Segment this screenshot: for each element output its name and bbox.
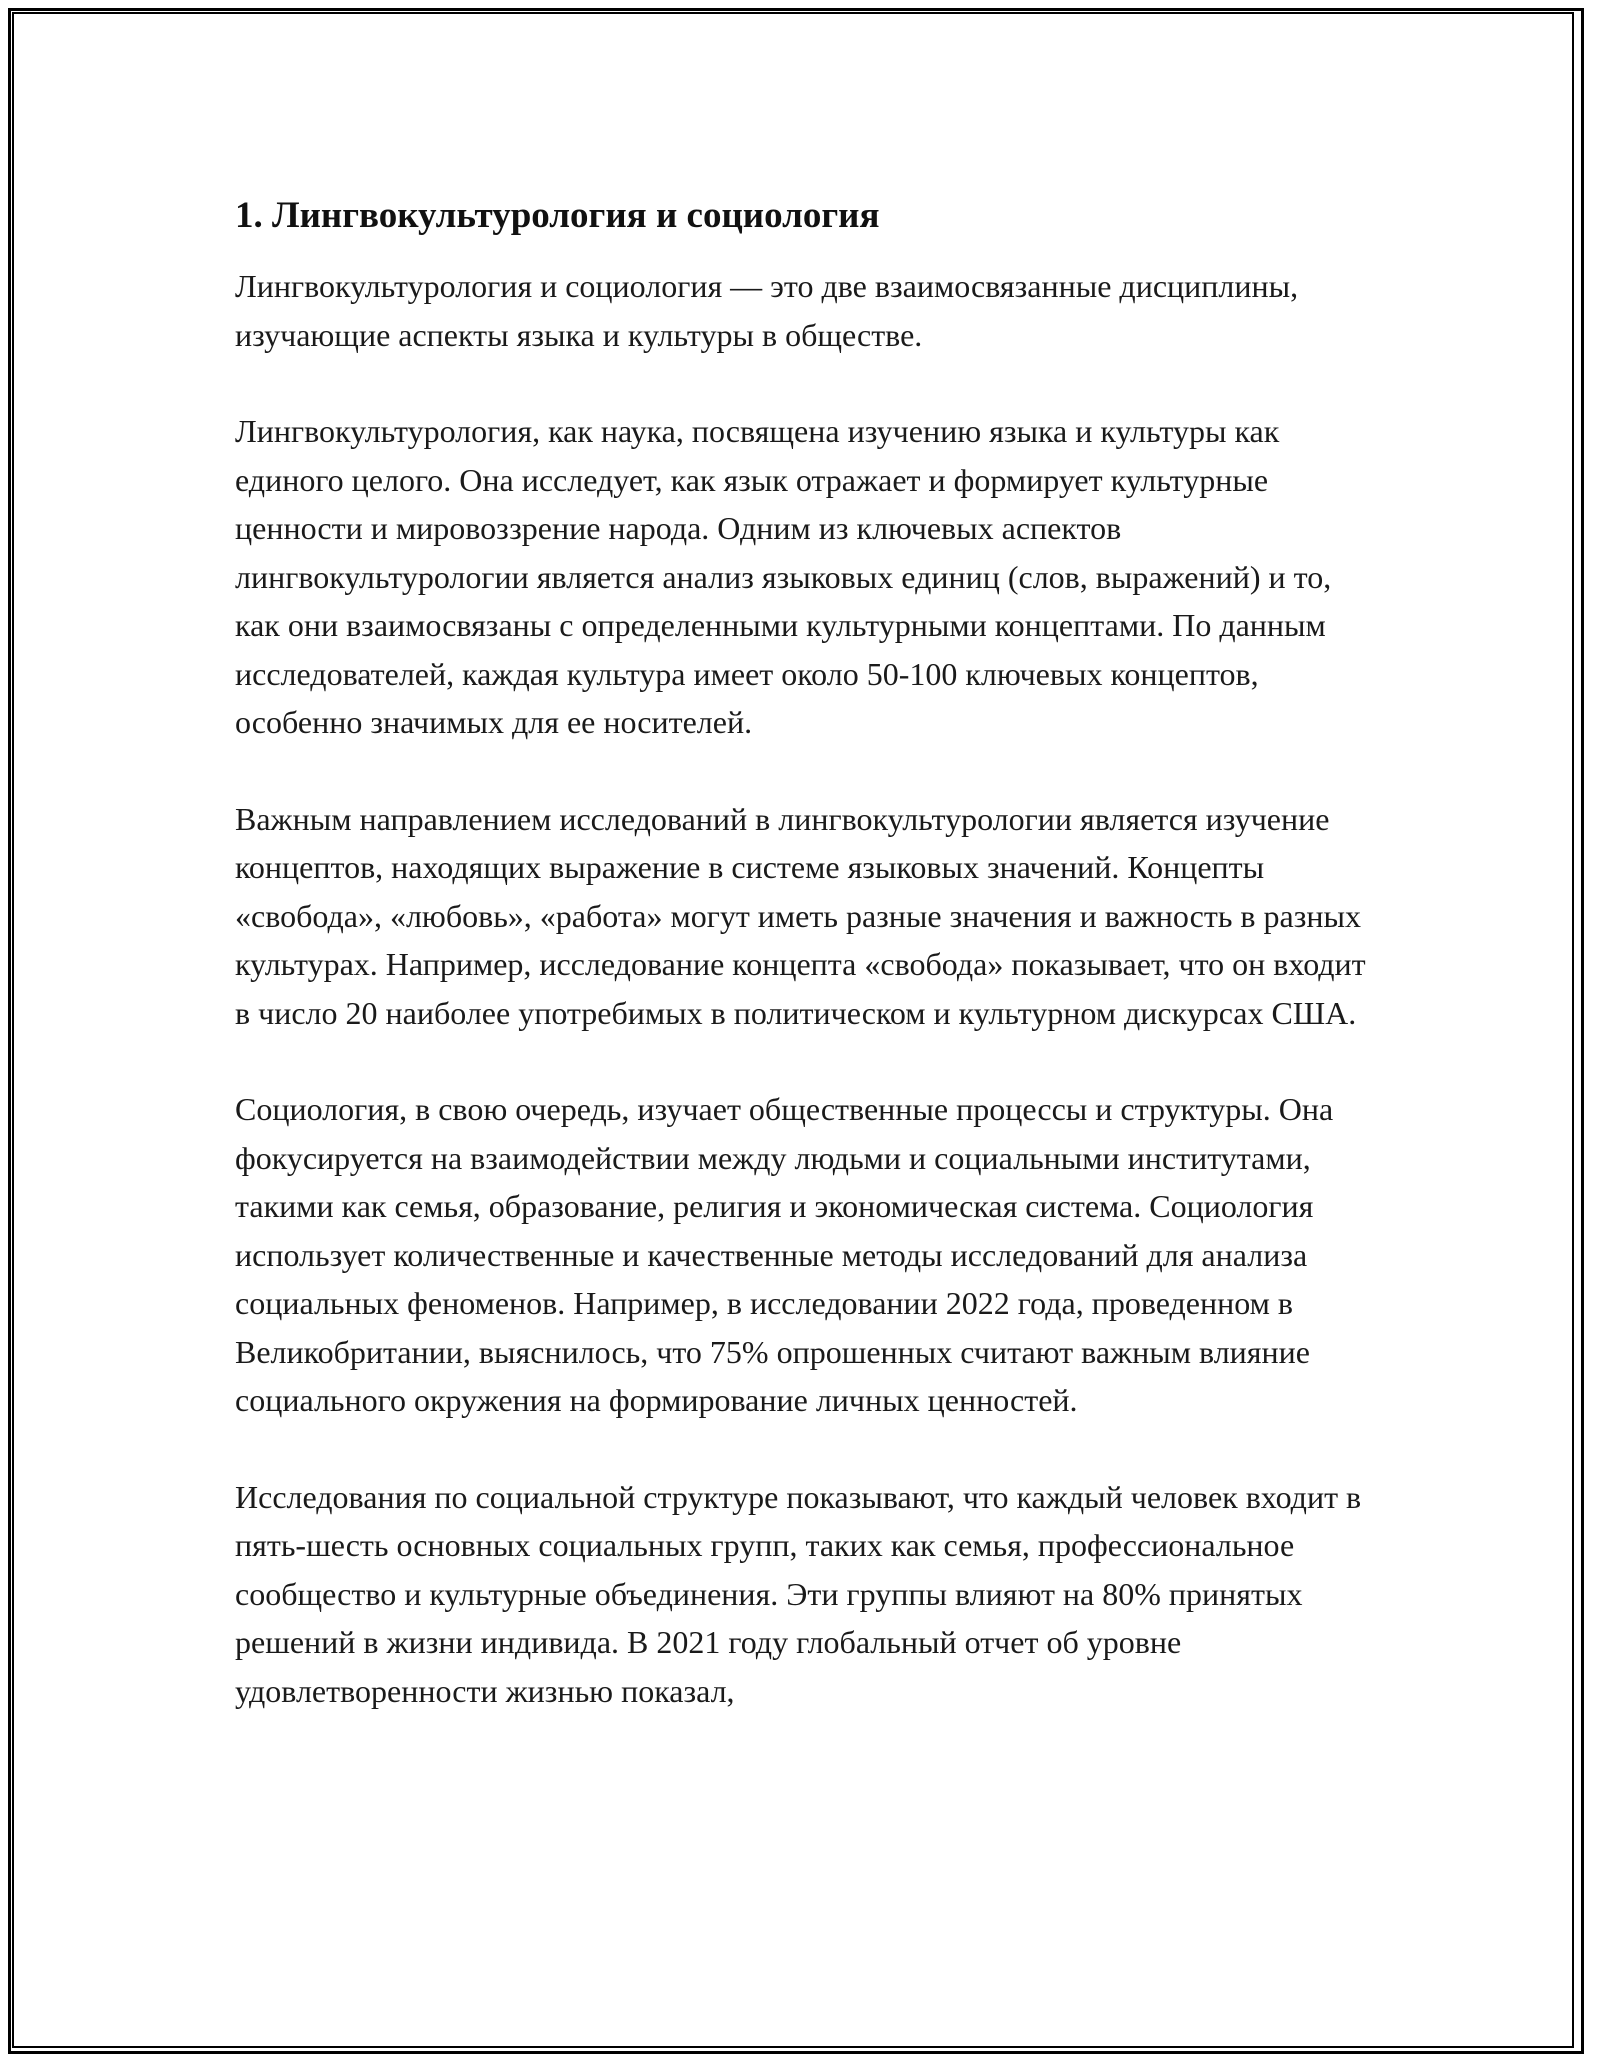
section-heading: 1. Лингвокультурология и социология [235,195,880,236]
paragraph-linguoculturology: Лингвокультурология, как наука, посвящена изучению языка и культуры как единого целого. Она исследует, как язык отражает и формирует культурные ценности и мировоззрение народа. Одним из ключевых аспектов лингвокультурологии является анализ языковых единиц (слов, выражений) и то, как они взаимосвязаны с определенными культурными концептами. По данным исследователей, каждая культура имеет около 50-100 ключевых концептов, особенно значимых для ее носителей. [235,413,1332,740]
document-body [235,192,1375,1763]
paragraph-intro: Лингвокультурология и социология — это две взаимосвязанные дисциплины, изучающие аспекты языка и культуры в обществе. [235,268,1299,353]
paragraph-concepts: Важным направлением исследований в лингвокультурологии является изучение концептов, находящих выражение в системе языковых значений. Концепты «свобода», «любовь», «работа» могут иметь разные значения и важность в разных культурах. Например, исследование концепта «свобода» показывает, что он входит в число 20 наиболее употребимых в политическом и культурном дискурсах США. [235,800,1366,1031]
paragraph-sociology: Социология, в свою очередь, изучает общественные процессы и структуры. Она фокусируется на взаимодействии между людьми и социальными институтами, такими как семья, образование, религия и экономическая система. Социология использует количественные и качественные методы исследований для анализа социальных феноменов. Например, в исследовании 2022 года, проведенном в Великобритании, выяснилось, что 75% опрошенных считают важным влияние социального окружения на формирование личных ценностей. [235,1091,1334,1418]
paragraph-social-structure: Исследования по социальной структуре показывают, что каждый человек входит в пять-шесть основных социальных групп, таких как семья, профессиональное сообщество и культурные объединения. Эти группы влияют на 80% принятых решений в жизни индивида. В 2021 году глобальный отчет об уровне удовлетворенности жизнью показал, [235,1478,1362,1709]
